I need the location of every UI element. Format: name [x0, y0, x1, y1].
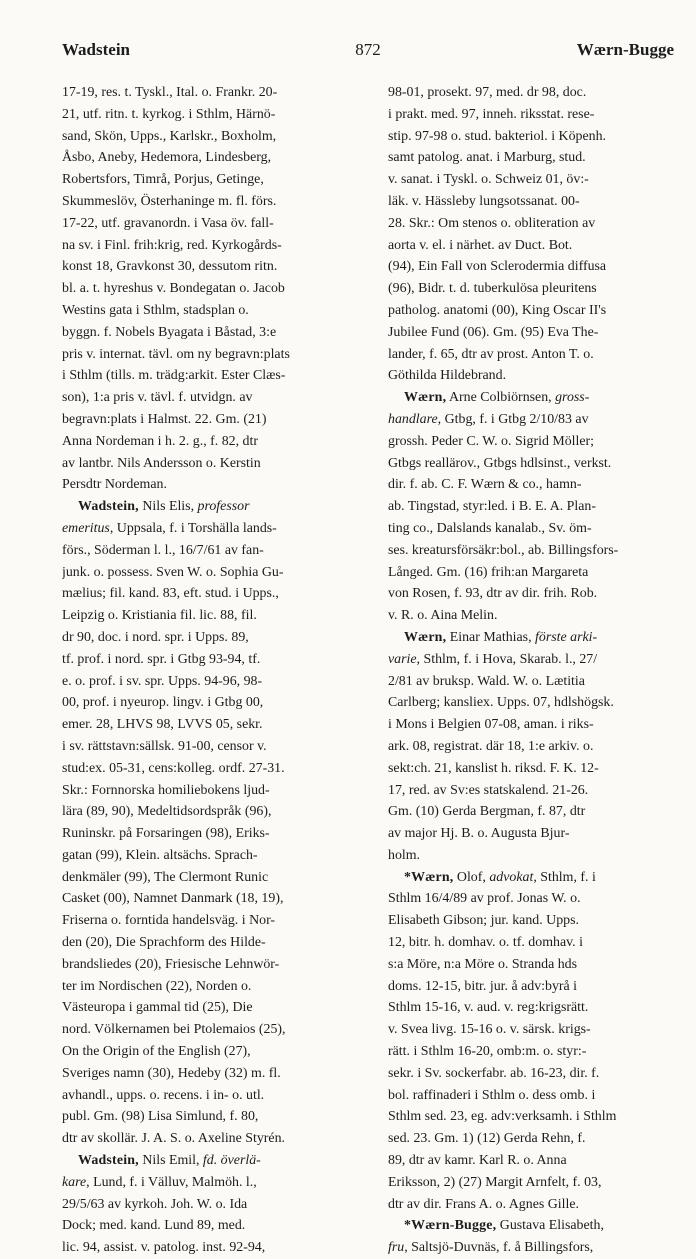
text-line — [388, 954, 684, 976]
entry-title: advokat — [489, 869, 534, 885]
line-text: , Sthlm, f. i — [533, 869, 596, 885]
line-text: begravn:plats i Halmst. 22. Gm. (21) — [62, 411, 267, 427]
text-line — [388, 1215, 684, 1237]
line-text: Casket (00), Namnet Danmark (18, 19), — [62, 891, 284, 907]
text-line — [388, 1063, 684, 1085]
line-text: sekt:ch. 21, kanslist h. riksd. F. K. 12- — [388, 760, 599, 776]
line-text: Leipzig o. Kristiania fil. lic. 88, fil. — [62, 608, 257, 624]
text-line — [388, 562, 684, 584]
text-line — [62, 1150, 370, 1172]
text-line — [62, 235, 370, 257]
text-line — [62, 1215, 370, 1237]
line-text: ting co., Dalslands kanalab., Sv. öm- — [388, 520, 592, 536]
text-line — [388, 583, 684, 605]
text-line — [388, 147, 684, 169]
text-line — [388, 213, 684, 235]
entry-name: Wadstein, — [78, 1153, 139, 1169]
line-text: Persdtr Nordeman. — [62, 477, 167, 493]
text-line — [62, 322, 370, 344]
text-line — [388, 126, 684, 148]
text-line — [388, 997, 684, 1019]
text-line — [388, 191, 684, 213]
text-line — [388, 1150, 684, 1172]
line-text: Einar Mathias, — [446, 629, 536, 645]
line-text: sekr. i Sv. sockerfabr. ab. 16-23, dir. f. — [388, 1065, 600, 1081]
text-line — [62, 82, 370, 104]
line-text: holm. — [388, 847, 421, 863]
text-line — [62, 213, 370, 235]
entry-title: varie — [388, 651, 417, 667]
line-text: läk. v. Hässleby lungsotssanat. 00- — [388, 193, 580, 209]
line-text: , Lund, f. i Välluv, Malmöh. l., — [86, 1174, 257, 1190]
line-text: 17-22, utf. gravanordn. i Vasa öv. fall- — [62, 215, 274, 231]
line-text: Göthilda Hildebrand. — [388, 368, 507, 384]
line-text: Westins gata i Sthlm, stadsplan o. — [62, 302, 249, 318]
line-text: ses. kreatursförsäkr:bol., ab. Billingsfors- — [388, 542, 619, 558]
text-line — [62, 431, 370, 453]
line-text: Anna Nordeman i h. 2. g., f. 82, dtr — [62, 433, 258, 449]
text-line — [62, 888, 370, 910]
text-line — [388, 235, 684, 257]
text-line — [62, 976, 370, 998]
line-text: dr 90, doc. i nord. spr. i Upps. 89, — [62, 629, 249, 645]
text-line — [388, 605, 684, 627]
entry-title: handlare — [388, 411, 438, 427]
text-line — [62, 801, 370, 823]
entry-title: fru — [388, 1240, 405, 1256]
text-line — [388, 104, 684, 126]
line-text: Skr.: Fornnorska homiliebokens ljud- — [62, 782, 270, 798]
text-line — [388, 409, 684, 431]
line-text: avhandl., upps. o. recens. i in- o. utl. — [62, 1087, 265, 1103]
text-line — [62, 474, 370, 496]
entry-name: Wærn, — [404, 390, 447, 406]
line-text: gatan (99), Klein. altsächs. Sprach- — [62, 847, 258, 863]
text-line — [62, 649, 370, 671]
text-line — [62, 910, 370, 932]
text-line — [62, 278, 370, 300]
text-line — [388, 888, 684, 910]
line-text: Runinskr. på Forsaringen (98), Eriks- — [62, 826, 270, 842]
text-line — [388, 1128, 684, 1150]
text-line — [388, 823, 684, 845]
text-line — [62, 126, 370, 148]
text-line — [62, 344, 370, 366]
line-text: (96), Bidr. t. d. tuberkulösa pleuritens — [388, 281, 597, 297]
line-text: ark. 08, registrat. där 18, 1:e arkiv. o. — [388, 738, 594, 754]
text-line — [388, 322, 684, 344]
line-text: i Mons i Belgien 07-08, aman. i riks- — [388, 717, 594, 733]
line-text: ab. Tingstad, styr:led. i B. E. A. Plan- — [388, 499, 596, 515]
line-text: doms. 12-15, bitr. jur. å adv:byrå i — [388, 978, 578, 994]
line-text: 17-19, res. t. Tyskl., Ital. o. Frankr. 20- — [62, 85, 278, 100]
line-text: lic. 94, assist. v. patolog. inst. 92-94, — [62, 1240, 266, 1256]
line-text: Gm. (10) Gerda Bergman, f. 87, dtr — [388, 804, 586, 820]
line-text: stip. 97-98 o. stud. bakteriol. i Köpenh. — [388, 128, 606, 144]
line-text: s:a Möre, n:a Möre o. Stranda hds — [388, 956, 578, 972]
text-line — [62, 1128, 370, 1150]
line-text: lander, f. 65, dtr av prost. Anton T. o. — [388, 346, 594, 362]
line-text: publ. Gm. (98) Lisa Simlund, f. 80, — [62, 1109, 259, 1125]
text-line — [388, 932, 684, 954]
text-line — [62, 104, 370, 126]
line-text: Gustava Elisabeth, — [496, 1218, 604, 1234]
text-line — [62, 1019, 370, 1041]
entry-name: Wadstein, — [78, 499, 139, 515]
line-text: i prakt. med. 97, inneh. riksstat. rese- — [388, 106, 595, 122]
entry-title: fd. överlä- — [202, 1153, 261, 1169]
page-number: 872 — [355, 40, 381, 59]
text-line — [62, 453, 370, 475]
page-header — [62, 40, 674, 64]
entry-title: förste arki- — [535, 629, 598, 645]
text-line — [388, 474, 684, 496]
text-line — [62, 169, 370, 191]
line-text: , Saltsjö-Duvnäs, f. å Billingsfors, — [404, 1240, 594, 1256]
line-text: Sveriges namn (30), Hedeby (32) m. fl. — [62, 1065, 281, 1081]
line-text: 29/5/63 av kyrkoh. Joh. W. o. Ida — [62, 1196, 248, 1212]
text-line — [388, 910, 684, 932]
text-line — [62, 1194, 370, 1216]
line-text: junk. o. possess. Sven W. o. Sophia Gu- — [62, 564, 284, 580]
entry-name: *Wærn-Bugge, — [404, 1218, 497, 1234]
text-line — [62, 1106, 370, 1128]
text-line — [62, 997, 370, 1019]
line-text: nord. Völkernamen bei Ptolemaios (25), — [62, 1022, 286, 1038]
text-line — [388, 736, 684, 758]
running-head-left: Wadstein — [62, 40, 131, 59]
text-line — [62, 1063, 370, 1085]
line-text: Dock; med. kand. Lund 89, med. — [62, 1218, 246, 1234]
line-text: Carlberg; kansliex. Upps. 07, hdlshögsk. — [388, 695, 614, 711]
text-line — [62, 583, 370, 605]
text-line — [62, 1237, 370, 1259]
line-text: Gtbgs reallärov., Gtbgs hdlsinst., verkst. — [388, 455, 612, 471]
text-line — [62, 1172, 370, 1194]
line-text: patholog. anatomi (00), King Oscar II's — [388, 302, 607, 318]
line-text: i sv. rättstavn:sällsk. 91-00, censor v. — [62, 738, 267, 754]
text-line — [62, 1041, 370, 1063]
line-text: denkmäler (99), The Clermont Runic — [62, 869, 269, 885]
line-text: sed. 23. Gm. 1) (12) Gerda Rehn, f. — [388, 1131, 586, 1147]
line-text: bl. a. t. hyreshus v. Bondegatan o. Jacob — [62, 281, 285, 297]
line-text: 28. Skr.: Om stenos o. obliteration av — [388, 215, 596, 231]
text-line — [388, 1106, 684, 1128]
text-line — [388, 845, 684, 867]
line-text: Jubilee Fund (06). Gm. (95) Eva The- — [388, 324, 599, 340]
text-line — [388, 649, 684, 671]
line-text: v. R. o. Aina Melin. — [388, 608, 498, 624]
text-line — [388, 867, 684, 889]
line-text: konst 18, Gravkonst 30, dessutom ritn. — [62, 259, 278, 275]
line-text: , Sthlm, f. i Hova, Skarab. l., 27/ — [416, 651, 598, 667]
text-line — [388, 496, 684, 518]
text-line — [388, 714, 684, 736]
line-text: Skummeslöv, Österhaninge m. fl. förs. — [62, 193, 277, 209]
line-text: lära (89, 90), Medeltidsordspråk (96), — [62, 804, 272, 820]
line-text: son), 1:a pris v. tävl. f. utvidgn. av — [62, 390, 253, 406]
text-line — [388, 82, 684, 104]
entry-name: *Wærn, — [404, 869, 454, 885]
line-text: grossh. Peder C. W. o. Sigrid Möller; — [388, 433, 595, 449]
text-line — [62, 496, 370, 518]
line-text: Västeuropa i gammal tid (25), Die — [62, 1000, 253, 1016]
line-text: Sthlm sed. 23, eg. adv:verksamh. i Sthlm — [388, 1109, 617, 1125]
line-text: Sthlm 15-16, v. aud. v. reg:krigsrätt. — [388, 1000, 589, 1016]
text-line — [62, 409, 370, 431]
line-text: dtr av skollär. J. A. S. o. Axeline Styrén. — [62, 1131, 286, 1147]
text-line — [62, 692, 370, 714]
text-line — [388, 300, 684, 322]
text-line — [388, 976, 684, 998]
line-text: rätt. i Sthlm 16-20, omb:m. o. styr:- — [388, 1044, 587, 1060]
text-line — [62, 627, 370, 649]
line-text: sand, Skön, Upps., Karlskr., Boxholm, — [62, 128, 277, 144]
line-text: mælius; fil. kand. 83, eft. stud. i Upps., — [62, 586, 279, 602]
text-line — [62, 954, 370, 976]
text-line — [388, 344, 684, 366]
line-text: pris v. internat. tävl. om ny begravn:plats — [62, 346, 290, 362]
line-text: dtr av dir. Frans A. o. Agnes Gille. — [388, 1196, 579, 1212]
text-line — [62, 823, 370, 845]
line-text: (94), Ein Fall von Sclerodermia diffusa — [388, 259, 607, 275]
line-text: Elisabeth Gibson; jur. kand. Upps. — [388, 913, 579, 929]
line-text: von Rosen, f. 93, dtr av dir. frih. Rob. — [388, 586, 598, 602]
line-text: aorta v. el. i närhet. av Duct. Bot. — [388, 237, 573, 253]
text-line — [388, 365, 684, 387]
text-line — [62, 736, 370, 758]
line-text: 00, prof. i nyeurop. lingv. i Gtbg 00, — [62, 695, 264, 711]
line-text: Olof, — [453, 869, 490, 885]
text-line — [388, 1237, 684, 1259]
entry-title: kare — [62, 1174, 87, 1190]
line-text: ter im Nordischen (22), Norden o. — [62, 978, 252, 994]
text-line — [388, 1019, 684, 1041]
text-line — [388, 431, 684, 453]
text-line — [388, 518, 684, 540]
text-line — [388, 627, 684, 649]
text-line — [388, 780, 684, 802]
text-line — [388, 256, 684, 278]
line-text: na sv. i Finl. frih:krig, red. Kyrkogårds- — [62, 237, 282, 253]
line-text: 21, utf. ritn. t. kyrkog. i Sthlm, Härnö- — [62, 106, 276, 122]
text-line — [388, 801, 684, 823]
line-text: 17, red. av Sv:es statskalend. 21-26. — [388, 782, 589, 798]
line-text: av lantbr. Nils Andersson o. Kerstin — [62, 455, 261, 471]
line-text: Åsbo, Aneby, Hedemora, Lindesberg, — [62, 150, 272, 166]
text-line — [62, 562, 370, 584]
line-text: förs., Söderman l. l., 16/7/61 av fan- — [62, 542, 264, 558]
text-line — [388, 1041, 684, 1063]
line-text: , Uppsala, f. i Torshälla lands- — [109, 520, 277, 536]
line-text: 2/81 av bruksp. Wald. W. o. Lætitia — [388, 673, 585, 689]
line-text: v. Svea livg. 15-16 o. v. särsk. krigs- — [388, 1022, 591, 1038]
text-line — [62, 605, 370, 627]
text-line — [62, 256, 370, 278]
text-line — [62, 387, 370, 409]
text-line — [62, 932, 370, 954]
line-text: bol. raffinaderi i Sthlm o. dess omb. i — [388, 1087, 596, 1103]
text-line — [388, 1172, 684, 1194]
line-text: Långed. Gm. (16) frih:an Margareta — [388, 564, 589, 580]
text-line — [388, 540, 684, 562]
text-line — [62, 191, 370, 213]
line-text: i Sthlm (tills. m. trädg:arkit. Ester Clæs- — [62, 368, 286, 384]
text-line — [388, 453, 684, 475]
line-text: Nils Emil, — [138, 1153, 203, 1169]
text-line — [62, 845, 370, 867]
text-line — [62, 518, 370, 540]
text-line — [62, 540, 370, 562]
line-text: dir. f. ab. C. F. Wærn & co., hamn- — [388, 477, 582, 493]
entry-title: professor — [197, 499, 250, 515]
line-text: av major Hj. B. o. Augusta Bjur- — [388, 826, 570, 842]
line-text: brandsliedes (20), Friesische Lehnwör- — [62, 956, 280, 972]
text-line — [388, 758, 684, 780]
line-text: , Gtbg, f. i Gtbg 2/10/83 av — [437, 411, 589, 427]
line-text: 98-01, prosekt. 97, med. dr 98, doc. — [388, 85, 587, 100]
text-line — [388, 692, 684, 714]
text-line — [388, 169, 684, 191]
line-text: Robertsfors, Timrå, Porjus, Getinge, — [62, 172, 264, 188]
running-head-right: Wærn-Bugge — [576, 40, 674, 59]
text-line — [62, 671, 370, 693]
line-text: Sthlm 16/4/89 av prof. Jonas W. o. — [388, 891, 581, 907]
line-text: Arne Colbiörnsen, — [446, 390, 556, 406]
text-line — [62, 867, 370, 889]
entry-title: gross- — [555, 390, 590, 406]
text-line — [62, 300, 370, 322]
left-column — [62, 82, 370, 1259]
text-line — [388, 671, 684, 693]
text-line — [62, 714, 370, 736]
line-text: Eriksson, 2) (27) Margit Arnfelt, f. 03, — [388, 1174, 602, 1190]
line-text: On the Origin of the English (27), — [62, 1044, 251, 1060]
entry-title: emeritus — [62, 520, 110, 536]
line-text: Friserna o. forntida handelsväg. i Nor- — [62, 913, 276, 929]
text-line — [62, 758, 370, 780]
text-line — [62, 147, 370, 169]
text-line — [388, 1194, 684, 1216]
line-text: byggn. f. Nobels Byagata i Båstad, 3:e — [62, 324, 277, 340]
text-line — [388, 387, 684, 409]
line-text: stud:ex. 05-31, cens:kolleg. ordf. 27-31. — [62, 760, 285, 776]
line-text: e. o. prof. i sv. spr. Upps. 94-96, 98- — [62, 673, 263, 689]
line-text: Nils Elis, — [138, 499, 198, 515]
right-column — [388, 82, 684, 1259]
line-text: den (20), Die Sprachform des Hilde- — [62, 935, 266, 951]
line-text: v. sanat. i Tyskl. o. Schweiz 01, öv:- — [388, 172, 589, 188]
line-text: 89, dtr av kamr. Karl R. o. Anna — [388, 1153, 567, 1169]
text-line — [388, 278, 684, 300]
text-line — [62, 780, 370, 802]
line-text: emer. 28, LHVS 98, LVVS 05, sekr. — [62, 717, 263, 733]
entry-name: Wærn, — [404, 629, 447, 645]
line-text: samt patolog. anat. i Marburg, stud. — [388, 150, 586, 166]
line-text: 12, bitr. h. domhav. o. tf. domhav. i — [388, 935, 583, 951]
text-line — [62, 365, 370, 387]
line-text: tf. prof. i nord. spr. i Gtbg 93-94, tf. — [62, 651, 261, 667]
